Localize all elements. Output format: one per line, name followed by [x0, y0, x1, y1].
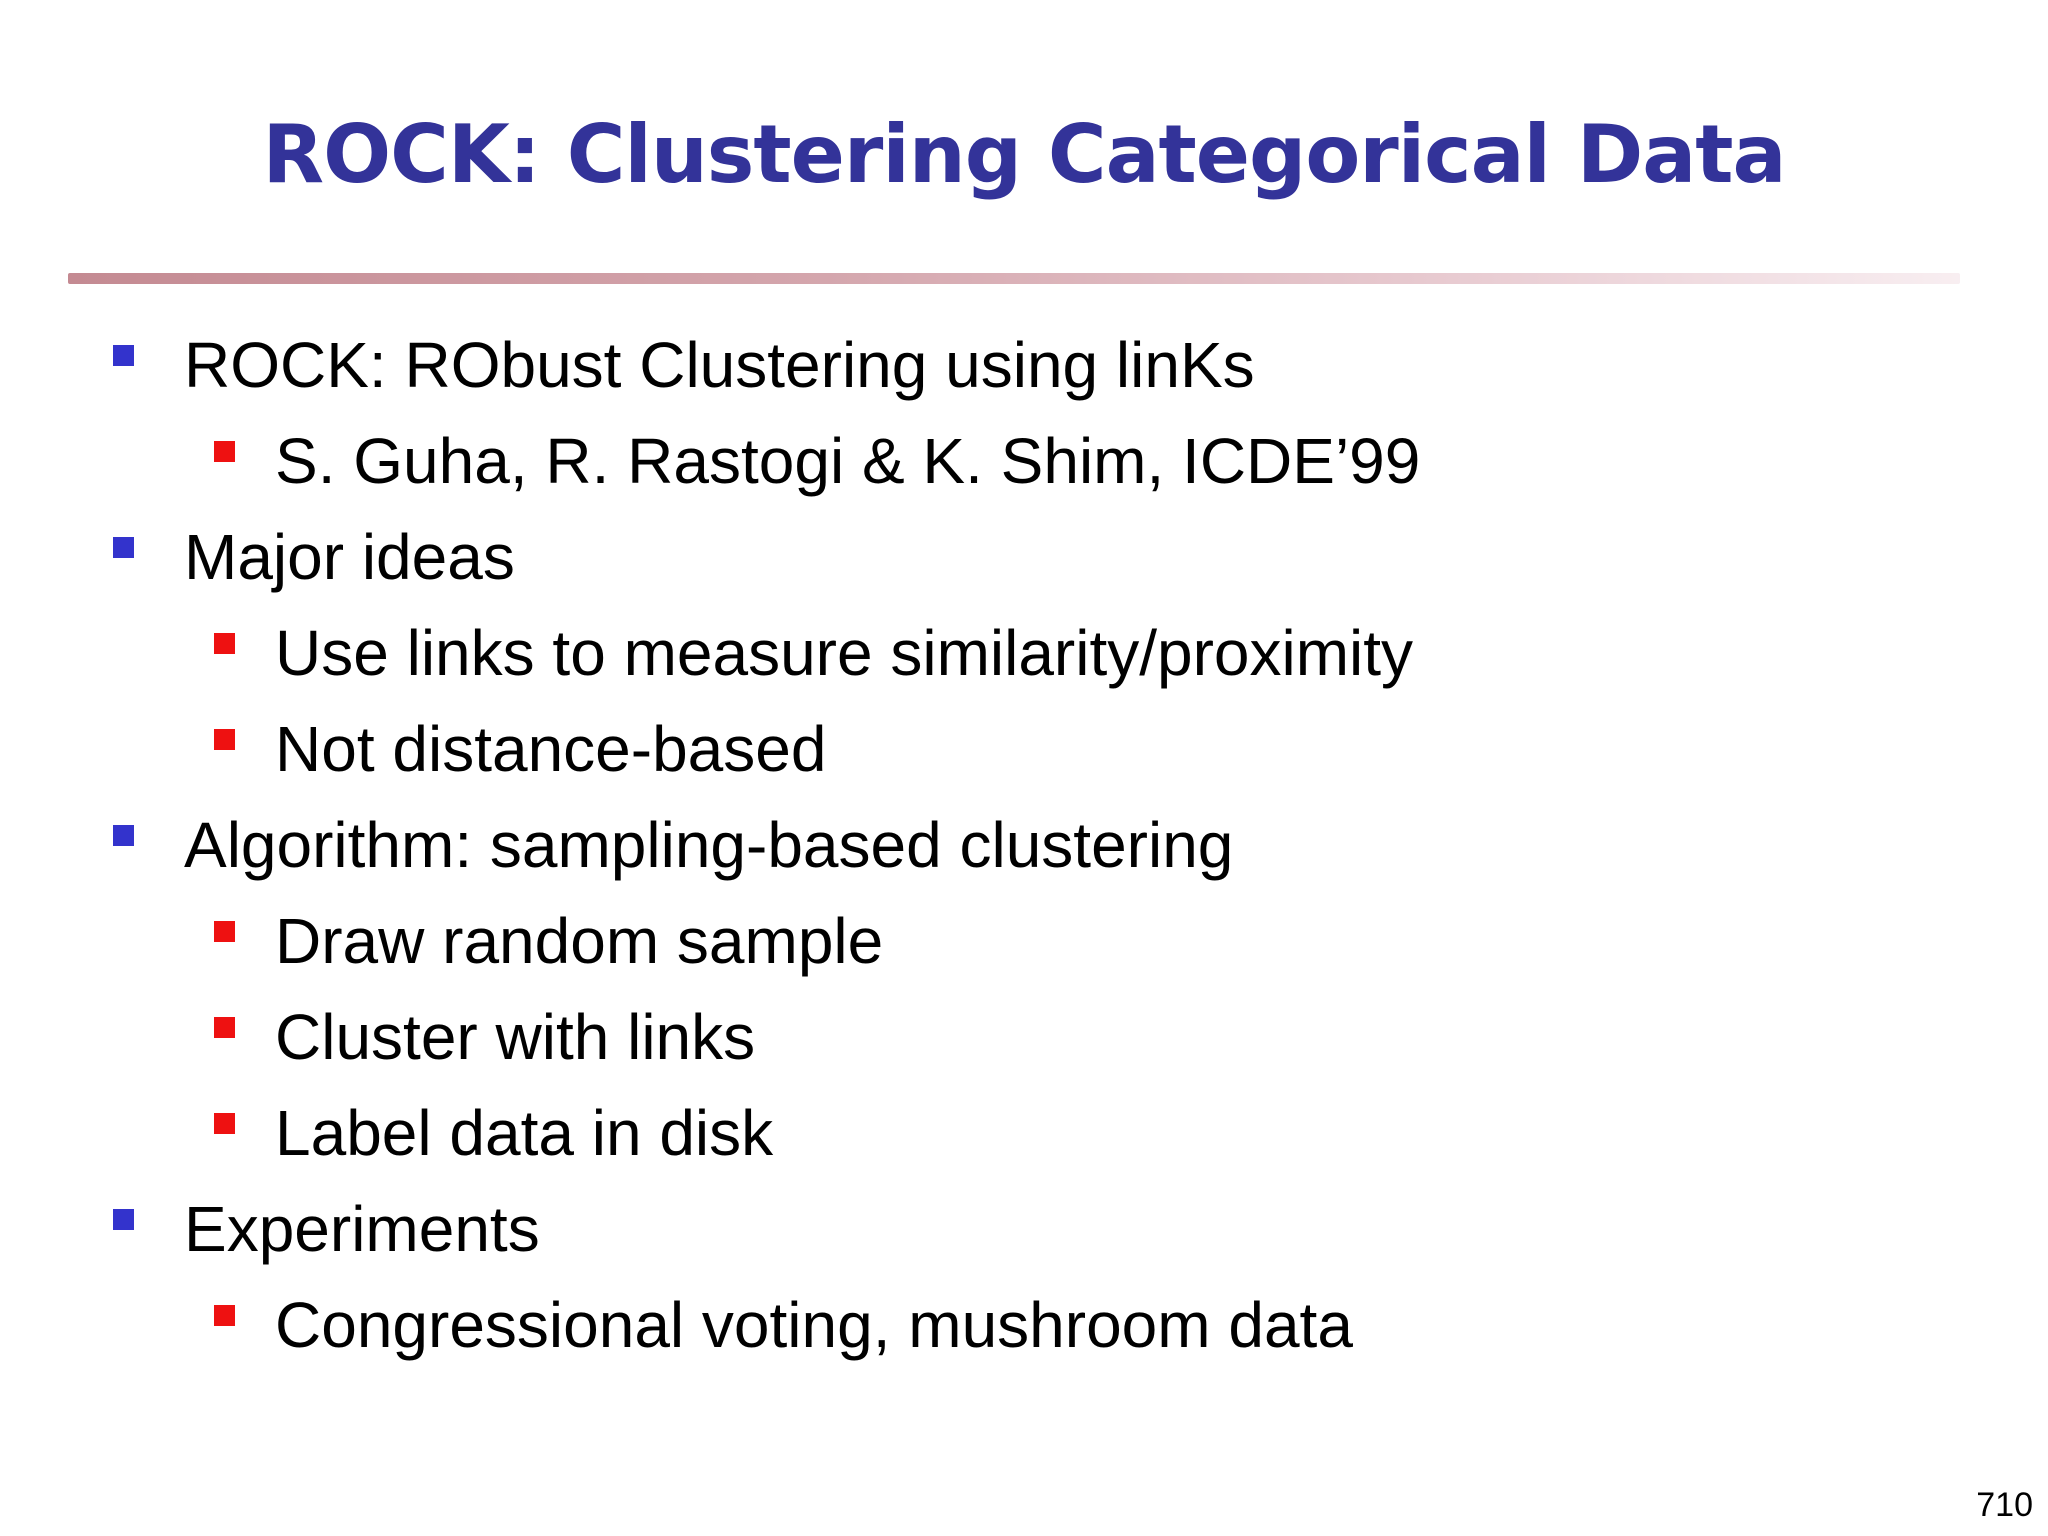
- bullet-item: Algorithm: sampling-based clustering: [184, 809, 1234, 881]
- sub-bullet-item: Label data in disk: [275, 1097, 774, 1169]
- sub-bullet-item: Use links to measure similarity/proximity: [275, 617, 1414, 689]
- sub-bullet-marker-square: [214, 633, 235, 654]
- bullet-marker-square: [113, 825, 134, 846]
- bullet-marker-square: [113, 1209, 134, 1230]
- bullet-marker-square: [113, 345, 134, 366]
- sub-bullet-marker-square: [214, 1017, 235, 1038]
- bullet-item: Experiments: [184, 1193, 540, 1265]
- sub-bullet-marker-square: [214, 729, 235, 750]
- bullet-item: Major ideas: [184, 521, 515, 593]
- slide-title: ROCK: Clustering Categorical Data: [262, 108, 1786, 201]
- bullet-marker-square: [113, 537, 134, 558]
- sub-bullet-item: Cluster with links: [275, 1001, 756, 1073]
- sub-bullet-marker-square: [214, 1113, 235, 1134]
- bullet-item: ROCK: RObust Clustering using linKs: [184, 329, 1255, 401]
- sub-bullet-item: Not distance-based: [275, 713, 827, 785]
- page-number: 710: [1976, 1486, 2033, 1524]
- sub-bullet-item: S. Guha, R. Rastogi & K. Shim, ICDE’99: [275, 425, 1421, 497]
- sub-bullet-marker-square: [214, 1305, 235, 1326]
- sub-bullet-marker-square: [214, 441, 235, 462]
- sub-bullet-item: Congressional voting, mushroom data: [275, 1289, 1353, 1361]
- sub-bullet-item: Draw random sample: [275, 905, 884, 977]
- sub-bullet-marker-square: [214, 921, 235, 942]
